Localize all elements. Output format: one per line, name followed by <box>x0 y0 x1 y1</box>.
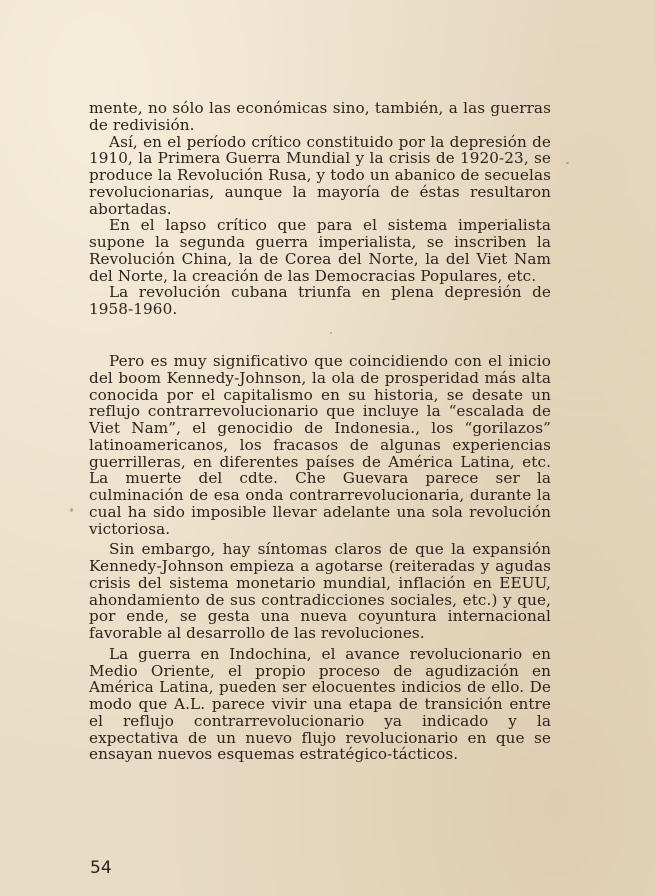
paper-speck <box>566 162 569 164</box>
paragraph: Pero es muy significativo que coincidiendo con el inicio del boom Kennedy-Johnson, la ola de prosperidad más alta conocida por el capitalismo en su historia, se desate un reflujo contrarrevolucionario que incluye la “escalada de Viet Nam”, el genocidio de Indonesia., los “gorilazos” latinoamericanos, los fracasos de algunas experiencias guerrilleras, en diferentes países de América Latina, etc. La muerte del cdte. Che Guevara parece ser la culminación de esa onda contrarrevolucionaria, durante la cual ha sido imposible llevar adelante una sola revolución victoriosa. <box>89 352 551 538</box>
paragraph: Así, en el período crítico constituido por la depresión de 1910, la Primera Guerra Mundial y la crisis de 1920-23, se produce la Revolución Rusa, y todo un abanico de secuelas revolucionarias, aunque la mayoría de éstas resultaron abortadas. <box>89 132 551 218</box>
text-block-top <box>89 100 551 318</box>
paragraph: En el lapso crítico que para el sistema imperialista supone la segunda guerra imperialista, se inscriben la Revolución China, la de Corea del Norte, la del Viet Nam del Norte, la creación de las Democracias Populares, etc. <box>89 216 551 285</box>
paragraph: mente, no sólo las económicas sino, también, a las guerras de redivisión. <box>89 99 551 134</box>
paragraph: La revolución cubana triunfa en plena depresión de 1958-1960. <box>89 283 551 318</box>
page-number: 54 <box>90 858 112 878</box>
paper-speck <box>70 508 73 512</box>
paper-speck <box>330 332 332 334</box>
paragraph: Sin embargo, hay síntomas claros de que la expansión Kennedy-Johnson empieza a agotarse (reiteradas y agudas crisis del sistema monetario mundial, inflación en EEUU, ahondamiento de sus contradicciones sociales, etc.) y que, por ende, se gesta una nueva coyuntura internacional favorable al desarrollo de las revoluciones. <box>89 540 551 642</box>
paragraph: La guerra en Indochina, el avance revolucionario en Medio Oriente, el propio proceso de agudización en América Latina, pueden ser elocuentes indicios de ello. De modo que A.L. parece vivir una etapa de transición entre el reflujo contrarrevolucionario ya indicado y la expectativa de un nuevo flujo revolucionario en que se ensayan nuevos esquemas estratégico-tácticos. <box>89 644 551 764</box>
text-block-bottom <box>89 353 551 763</box>
